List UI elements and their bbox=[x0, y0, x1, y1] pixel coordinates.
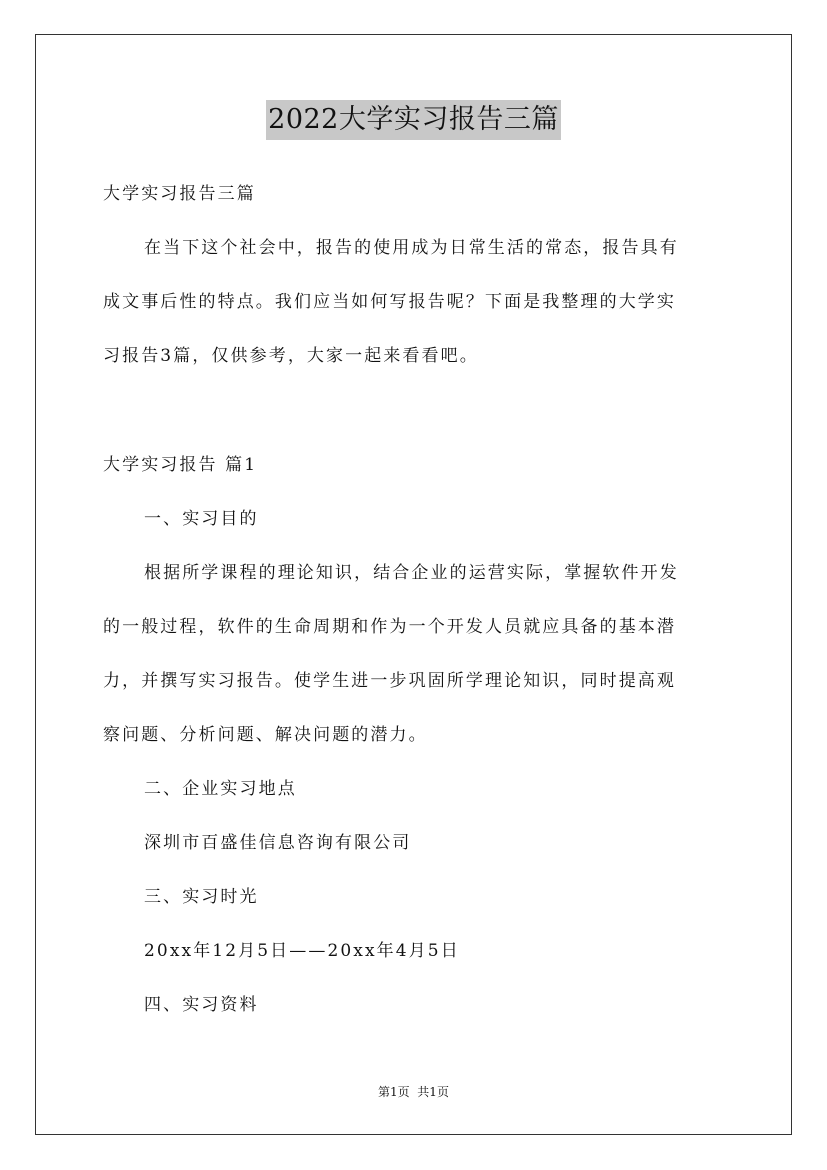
intro-line-1: 在当下这个社会中，报告的使用成为日常生活的常态，报告具有 bbox=[144, 238, 679, 258]
purpose-line-2: 的一般过程，软件的生命周期和作为一个开发人员就应具备的基本潜 bbox=[103, 617, 676, 637]
heading-content: 四、实习资料 bbox=[144, 995, 259, 1015]
heading-time: 三、实习时光 bbox=[144, 887, 259, 907]
heading-location: 二、企业实习地点 bbox=[144, 779, 297, 799]
purpose-line-1: 根据所学课程的理论知识，结合企业的运营实际，掌握软件开发 bbox=[144, 563, 679, 583]
document-title: 2022大学实习报告三篇 bbox=[266, 100, 561, 140]
purpose-line-4: 察问题、分析问题、解决问题的潜力。 bbox=[103, 725, 428, 745]
heading-purpose: 一、实习目的 bbox=[144, 509, 259, 529]
title-container bbox=[0, 100, 827, 140]
time-value: 20xx年12月5日——20xx年4月5日 bbox=[144, 941, 460, 961]
location-value: 深圳市百盛佳信息咨询有限公司 bbox=[144, 833, 412, 853]
intro-line-3: 习报告3篇，仅供参考，大家一起来看看吧。 bbox=[103, 346, 479, 366]
purpose-line-3: 力，并撰写实习报告。使学生进一步巩固所学理论知识，同时提高观 bbox=[103, 671, 676, 691]
intro-line-2: 成文事后性的特点。我们应当如何写报告呢？下面是我整理的大学实 bbox=[103, 292, 676, 312]
subtitle-line: 大学实习报告三篇 bbox=[103, 184, 256, 204]
page-footer: 第1页 共1页 bbox=[378, 1085, 449, 1099]
section-heading-1: 大学实习报告 篇1 bbox=[103, 455, 258, 475]
